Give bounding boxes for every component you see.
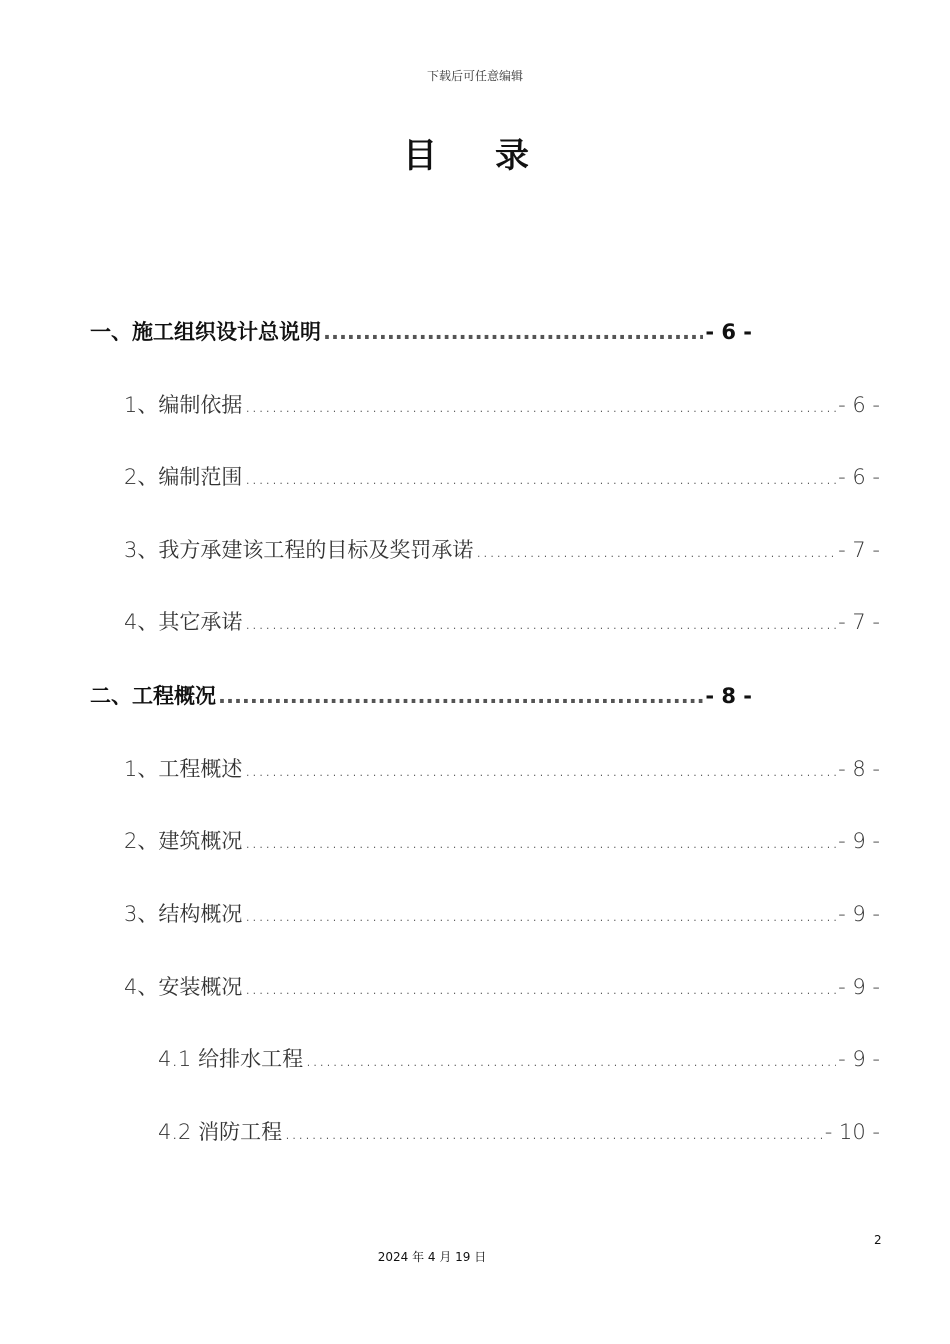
toc-entry-page: - 7 - [838, 610, 880, 634]
toc-entry[interactable] [124, 753, 880, 783]
footer-date: 2024 年 4 月 19 日 [377, 1250, 487, 1264]
toc-entry-label: 4.2 消防工程 [158, 1120, 283, 1144]
toc-leader-dots [244, 757, 836, 781]
toc-leader-dots [244, 465, 836, 489]
toc-entry-page: - 8 - [705, 684, 752, 708]
toc-entry-label: 二、工程概况 [90, 684, 216, 708]
toc-entry[interactable] [124, 534, 880, 564]
toc-leader-dots [323, 320, 703, 344]
header-note: 下载后可任意编辑 [426, 69, 523, 83]
toc-entry-page: - 8 - [838, 757, 880, 781]
toc-entry-label: 2、编制范围 [124, 465, 243, 489]
toc-entry-label: 2、建筑概况 [124, 829, 243, 853]
toc-entry-page: - 9 - [838, 829, 880, 853]
toc-leader-dots [244, 829, 836, 853]
page-number: 2 [874, 1233, 882, 1247]
toc-leader-dots [475, 538, 836, 562]
toc-entry-page: - 9 - [838, 975, 880, 999]
toc-entry[interactable] [158, 1116, 880, 1146]
toc-entry[interactable] [124, 898, 880, 928]
toc-entry-page: - 7 - [838, 538, 880, 562]
toc-leader-dots [284, 1120, 823, 1144]
toc-leader-dots [218, 684, 703, 708]
toc-entry[interactable] [158, 1043, 880, 1073]
toc-entry-page: - 6 - [838, 393, 880, 417]
toc-entry-label: 4、其它承诺 [124, 610, 243, 634]
toc-entry-label: 1、编制依据 [124, 393, 243, 417]
toc-entry-label: 4、安装概况 [124, 975, 243, 999]
toc-entry-page: - 9 - [838, 1047, 880, 1071]
toc-leader-dots [244, 975, 836, 999]
toc-entry-page: - 6 - [838, 465, 880, 489]
toc-entry[interactable] [90, 680, 752, 710]
toc-entry[interactable] [90, 316, 752, 346]
toc-leader-dots [244, 610, 836, 634]
toc-entry-page: - 10 - [824, 1120, 880, 1144]
toc-entry-label: 3、我方承建该工程的目标及奖罚承诺 [124, 538, 474, 562]
toc-title: 目录 [403, 136, 587, 176]
toc-entry[interactable] [124, 461, 880, 491]
toc-entry-label: 4.1 给排水工程 [158, 1047, 304, 1071]
toc-entry-label: 一、施工组织设计总说明 [90, 320, 321, 344]
toc-entry-page: - 9 - [838, 902, 880, 926]
toc-entry[interactable] [124, 606, 880, 636]
toc-entry-label: 1、工程概述 [124, 757, 243, 781]
toc-entry[interactable] [124, 389, 880, 419]
toc-entry-label: 3、结构概况 [124, 902, 243, 926]
toc-entry-page: - 6 - [705, 320, 752, 344]
toc-leader-dots [244, 393, 836, 417]
toc-entry[interactable] [124, 971, 880, 1001]
toc-leader-dots [244, 902, 836, 926]
toc-leader-dots [305, 1047, 836, 1071]
toc-entry[interactable] [124, 825, 880, 855]
